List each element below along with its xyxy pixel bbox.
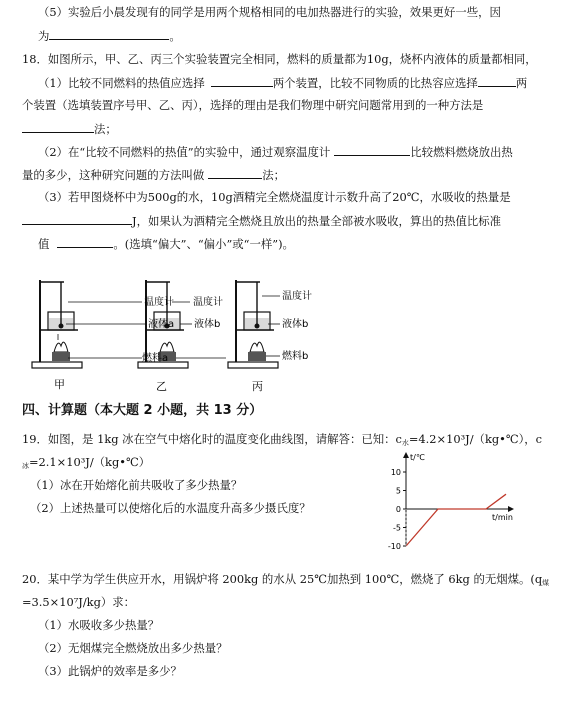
- y-axis-label: t/℃: [410, 453, 425, 462]
- answer-blank[interactable]: [22, 121, 94, 133]
- q18-p3-line2: [22, 213, 501, 228]
- answer-blank[interactable]: [334, 144, 410, 156]
- q19-text-a: 19．如图，是 1kg 冰在空气中熔化时的温度变化曲线图，请解答：已知：c: [22, 432, 402, 446]
- q19-temperature-graph: [376, 450, 518, 554]
- q20-stem-line1: [22, 572, 549, 590]
- y-axis-arrow: [403, 452, 409, 458]
- caption-jia: 甲: [54, 378, 65, 391]
- q20-question-3: （3）此锅炉的效率是多少？: [38, 664, 182, 678]
- answer-blank[interactable]: [478, 75, 516, 87]
- section4-heading: 四、计算题（本大题 2 小题，共 13 分）: [22, 403, 263, 418]
- q18-p3-line2-text: J，如果认为酒精完全燃烧且放出的热量全部被水吸收，算出的热值比标准: [132, 214, 502, 228]
- q18-p2-text-b: 比较燃料燃烧放出热: [410, 145, 513, 159]
- q20-text-a: 20．某中学为学生供应开水，用锅炉将 200kg 的水从 25℃加热到 100℃，燃烧了 6kg 的无烟煤。(q: [22, 572, 543, 586]
- q17-part5-line1: （5）实验后小晨发现有的同学是用两个规格相同的电加热器进行的实验，效果更好一些，因: [38, 5, 501, 19]
- y-tick-label: 0: [395, 505, 401, 514]
- q18-apparatus-figure: [30, 274, 330, 396]
- q19-text-b: =4.2×10³J/（kg•℃），c: [408, 432, 543, 446]
- y-tick-label: 10: [390, 468, 401, 477]
- q18-p1-text-b: 两个装置，比较不同物质的比热容应选择: [272, 76, 478, 90]
- label-liquid-b-bing: 液体b: [282, 319, 309, 330]
- q20-stem-line2: =3.5×10⁷J/kg）求：: [22, 595, 136, 609]
- q18-p2-line2: [22, 167, 285, 182]
- q17-part5-line2: [38, 28, 181, 43]
- x-axis-label: t/min: [492, 513, 513, 522]
- caption-yi: 乙: [156, 380, 167, 393]
- q20-sub-coal: 煤: [542, 579, 550, 587]
- q19-sub-water: 水: [401, 439, 409, 447]
- q19-stem-line1: [22, 432, 542, 450]
- caption-bing: 丙: [252, 380, 263, 393]
- q19-line2-text: =2.1×10³J/（kg•℃）: [29, 455, 151, 469]
- q18-p1-line3: [22, 121, 117, 136]
- answer-blank[interactable]: [49, 28, 169, 40]
- label-thermometer-bing: 温度计: [282, 291, 312, 302]
- q18-p1-line3-suffix: 法；: [94, 122, 117, 136]
- q18-p1-line2: 个装置（选填装置序号甲、乙、丙），选择的理由是我们物理中研究问题常用到的一种方法是: [22, 98, 484, 112]
- q18-p2-line2-text-b: 法；: [262, 168, 286, 182]
- q20-question-2: （2）无烟煤完全燃烧放出多少热量？: [38, 641, 228, 655]
- label-thermometer-jia: 温度计: [144, 297, 174, 308]
- q18-p2-text-a: （2）在“比较不同燃料的热值”的实验中，通过观察温度计: [38, 145, 331, 159]
- label-liquid-a-jia: 液体a: [148, 319, 175, 330]
- answer-blank[interactable]: [211, 75, 273, 87]
- answer-blank[interactable]: [208, 167, 262, 179]
- q18-p3-line3-text-b: 。(选填“偏大”、“偏小”或“一样”)。: [113, 237, 294, 251]
- q18-p1-line1: [38, 75, 527, 90]
- q19-question-1: （1）冰在开始熔化前共吸收了多少热量？: [30, 478, 243, 492]
- x-axis-arrow: [508, 506, 514, 512]
- q18-p3-line3-text-a: 值: [38, 237, 50, 251]
- q20-question-1: （1）水吸收多少热量？: [38, 618, 160, 632]
- q18-p2-line1: [38, 144, 513, 159]
- q18-p2-line2-text-a: 量的多少，这种研究问题的方法叫做: [22, 168, 205, 182]
- q17-part5-prefix: 为: [38, 29, 50, 43]
- label-fuel-a-jia: 燃料a: [142, 353, 169, 364]
- temperature-curve: [406, 494, 506, 546]
- y-tick-label: -5: [393, 523, 401, 533]
- q18-stem: 18．如图所示，甲、乙、丙三个实验装置完全相同，燃料的质量都为10g，烧杯内液体的质量都相同，: [22, 52, 537, 66]
- y-tick-label: -10: [387, 542, 401, 551]
- q18-p3-line1: （3）若甲图烧杯中为500g的水，10g酒精完全燃烧温度计示数升高了20℃，水吸收的热量是: [38, 190, 511, 204]
- q19-sub-ice: 冰: [22, 462, 29, 470]
- q18-p3-line3: [38, 236, 294, 251]
- y-tick-label: 5: [395, 486, 401, 496]
- q18-p1-text-a: （1）比较不同燃料的热值应选择: [38, 76, 205, 90]
- label-fuel-b-bing: 燃料b: [282, 351, 309, 362]
- answer-blank[interactable]: [22, 213, 132, 225]
- label-liquid-b-yi: 液体b: [194, 319, 221, 330]
- q18-p1-text-c: 两: [515, 76, 528, 90]
- q19-stem-line2: [22, 455, 150, 473]
- q19-question-2: （2）上述热量可以使熔化后的水温度升高多少摄氏度？: [30, 501, 311, 515]
- label-thermometer-yi: 温度计: [193, 297, 223, 308]
- q17-part5-suffix: 。: [169, 29, 181, 43]
- answer-blank[interactable]: [57, 236, 113, 248]
